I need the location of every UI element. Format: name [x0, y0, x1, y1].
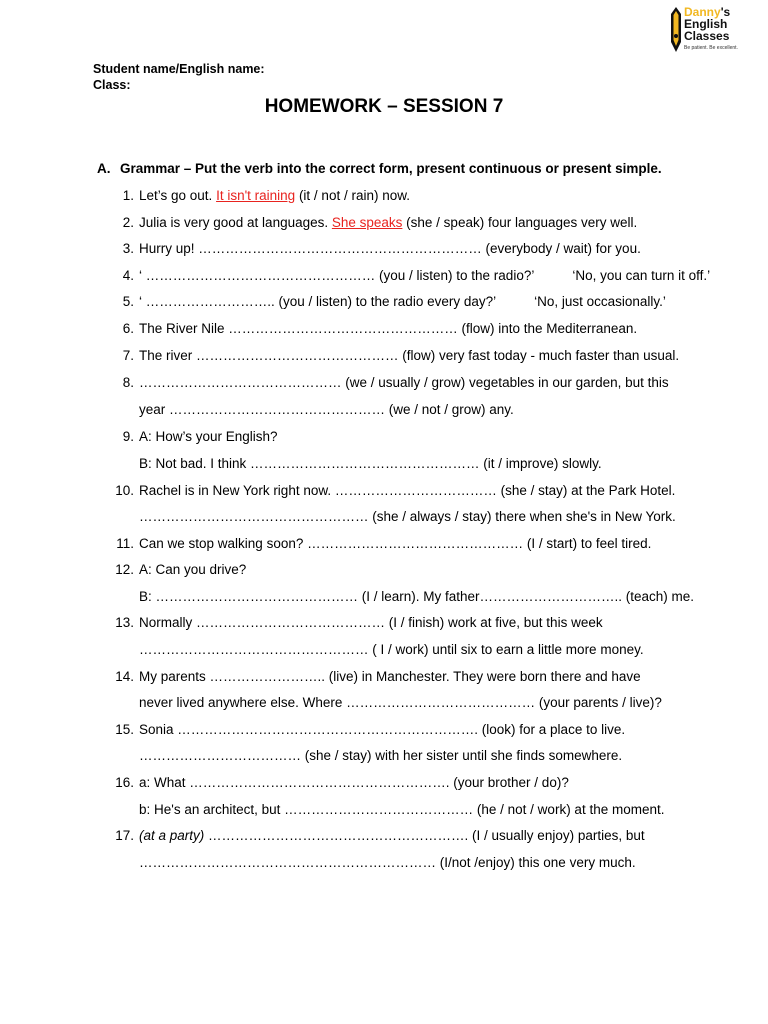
item-number: 9. [122, 429, 134, 444]
item-reply: ‘No, just occasionally.’ [534, 294, 666, 309]
logo-wordmark [684, 6, 730, 42]
section-instruction: Grammar – Put the verb into the correct form, present continuous or present simple. [120, 161, 662, 176]
item-number: 13. [115, 615, 134, 630]
section-heading [97, 160, 662, 178]
exercise-item: A: How’s your English? [139, 429, 278, 444]
exercise-item: Rachel is in New York right now. ……………………………… (she / stay) at the Park Hotel. [139, 483, 676, 498]
exercise-item: The River Nile …………………………………………… (flow) into the Mediterranean. [139, 321, 638, 336]
section-letter: A. [97, 161, 111, 176]
item-number: 3. [122, 241, 134, 256]
exercise-item: The river ……………………………………… (flow) very fast today - much faster than usual. [139, 348, 680, 363]
item-number: 6. [122, 321, 134, 336]
pen-icon [668, 6, 684, 54]
logo-name-suffix: 's [720, 5, 731, 19]
example-answer: It isn't raining [216, 188, 296, 203]
logo-name: Danny [684, 5, 721, 19]
item-text: (she / speak) four languages very well. [402, 215, 638, 230]
exercise-item [139, 293, 666, 311]
item-text: …………………………………………………. (I / usually enjoy) parties, but [204, 828, 645, 843]
item-number: 5. [122, 294, 134, 309]
exercise-item-continued: B: ……………………………………… (I / learn). My father………………………….. (teach) me. [139, 589, 695, 604]
item-reply: ‘No, you can turn it off.’ [572, 268, 711, 283]
logo-line-classes: Classes [684, 29, 730, 43]
student-info [93, 61, 265, 93]
item-number: 15. [115, 722, 134, 737]
page-title: HOMEWORK – SESSION 7 [264, 96, 504, 117]
exercise-item [139, 187, 410, 205]
exercise-item: a: What …………………………………………………. (your brother / do)? [139, 775, 569, 790]
class-label: Class: [93, 78, 131, 92]
item-number: 11. [116, 536, 134, 551]
item-question: ‘ …………………………………………… (you / listen) to the radio?’ [139, 268, 535, 283]
exercise-item [139, 214, 637, 232]
item-number: 2. [122, 215, 134, 230]
exercise-item-continued: …………………………………………… (she / always / stay) there when she's in New York. [139, 509, 676, 524]
item-number: 14. [115, 669, 134, 684]
exercise-item: My parents …………………….. (live) in Manchester. They were born there and have [139, 669, 641, 684]
exercise-item: Sonia …………………………………………………………. (look) for a place to live. [139, 722, 626, 737]
item-context: (at a party) [139, 828, 205, 843]
exercise-item [139, 267, 710, 285]
exercise-item: A: Can you drive? [139, 562, 247, 577]
item-number: 10. [115, 483, 134, 498]
student-name-label: Student name/English name: [93, 62, 265, 76]
exercise-item: ……………………………………… (we / usually / grow) vegetables in our garden, but this [139, 375, 669, 390]
item-text: (it / not / rain) now. [295, 188, 410, 203]
item-number: 1. [122, 188, 134, 203]
item-number: 17. [115, 828, 134, 843]
example-answer: She speaks [331, 215, 403, 230]
exercise-item-continued: ……………………………… (she / stay) with her sister until she finds somewhere. [139, 748, 623, 763]
item-text: Julia is very good at languages. [139, 215, 332, 230]
exercise-item-continued: never lived anywhere else. Where …………………………………… (your parents / live)? [139, 695, 662, 710]
exercise-item [139, 827, 645, 845]
item-question: ‘ ……………………….. (you / listen) to the radio every day?’ [139, 294, 497, 309]
exercise-item: Hurry up! ……………………………………………………… (everybody / wait) for you. [139, 241, 641, 256]
exercise-item: Can we stop walking soon? ………………………………………… (I / start) to feel tired. [139, 536, 652, 551]
exercise-item-continued: …………………………………………… ( I / work) until six to earn a little more money. [139, 642, 644, 657]
item-text: Let’s go out. [139, 188, 217, 203]
item-number: 16. [115, 775, 134, 790]
exercise-item: Normally …………………………………… (I / finish) work at five, but this week [139, 615, 603, 630]
exercise-item-continued: ………………………………………………………… (I/not /enjoy) this one very much. [139, 855, 636, 870]
brand-logo [664, 4, 764, 54]
item-number: 12. [115, 562, 134, 577]
exercise-item-continued: B: Not bad. I think …………………………………………… (it / improve) slowly. [139, 456, 602, 471]
exercise-item-continued: year ………………………………………… (we / not / grow) any. [139, 402, 514, 417]
exercise-item-continued: b: He's an architect, but …………………………………… (he / not / work) at the moment. [139, 802, 665, 817]
item-number: 8. [122, 375, 134, 390]
item-number: 4. [122, 268, 134, 283]
logo-tagline: Be patient. Be excellent. [684, 45, 738, 51]
logo-line-english: English [684, 17, 728, 31]
item-number: 7. [122, 348, 134, 363]
